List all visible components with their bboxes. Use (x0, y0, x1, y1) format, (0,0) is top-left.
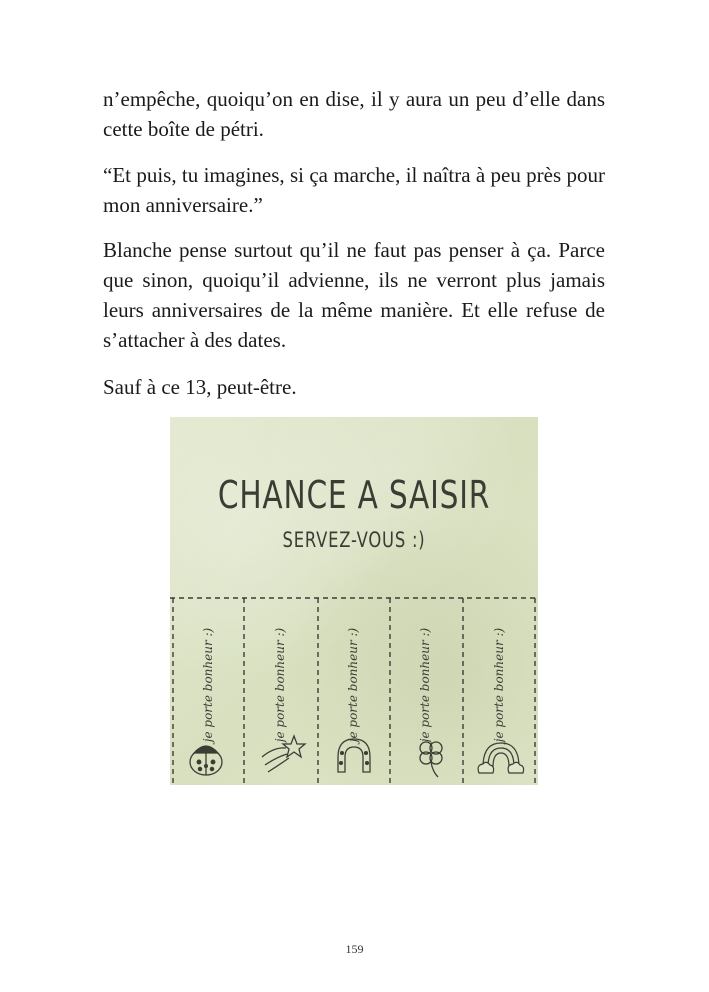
paragraph-3 (103, 235, 605, 355)
paragraph-2-text: “Et puis, tu imagines, si ça marche, il naîtra à peu près pour mon anniversaire.” (103, 163, 605, 217)
flyer-title: CHANCE A SAISIR (217, 473, 491, 517)
tear-off-flyer-image (170, 417, 538, 785)
tear-tab-5-text: je porte bonheur :) (492, 627, 506, 743)
flyer-subtitle: SERVEZ-VOUS :) (282, 528, 426, 552)
paragraph-1 (103, 84, 605, 144)
paragraph-4-text: Sauf à ce 13, peut-être. (103, 375, 297, 399)
tear-tab-2-text: je porte bonheur :) (273, 627, 287, 743)
page-number: 159 (345, 942, 364, 956)
tear-tab-4-text: je porte bonheur :) (418, 627, 432, 743)
tear-tab-1-text: je porte bonheur :) (201, 627, 215, 743)
paragraph-4 (103, 372, 605, 402)
paragraph-2 (103, 160, 605, 220)
paragraph-1-text: n’empêche, quoiqu’on en dise, il y aura un peu d’elle dans cette boîte de pétri. (103, 87, 605, 141)
ladybug-icon (190, 746, 222, 775)
paragraph-3-text: Blanche pense surtout qu’il ne faut pas penser à ça. Parce que sinon, quoiqu’il advienne, ils ne verront plus jamais leurs anniversaires de la même manière. Et elle refuse de s’attacher à des dates. (103, 238, 605, 352)
tear-tab-3-text: je porte bonheur :) (346, 627, 360, 743)
